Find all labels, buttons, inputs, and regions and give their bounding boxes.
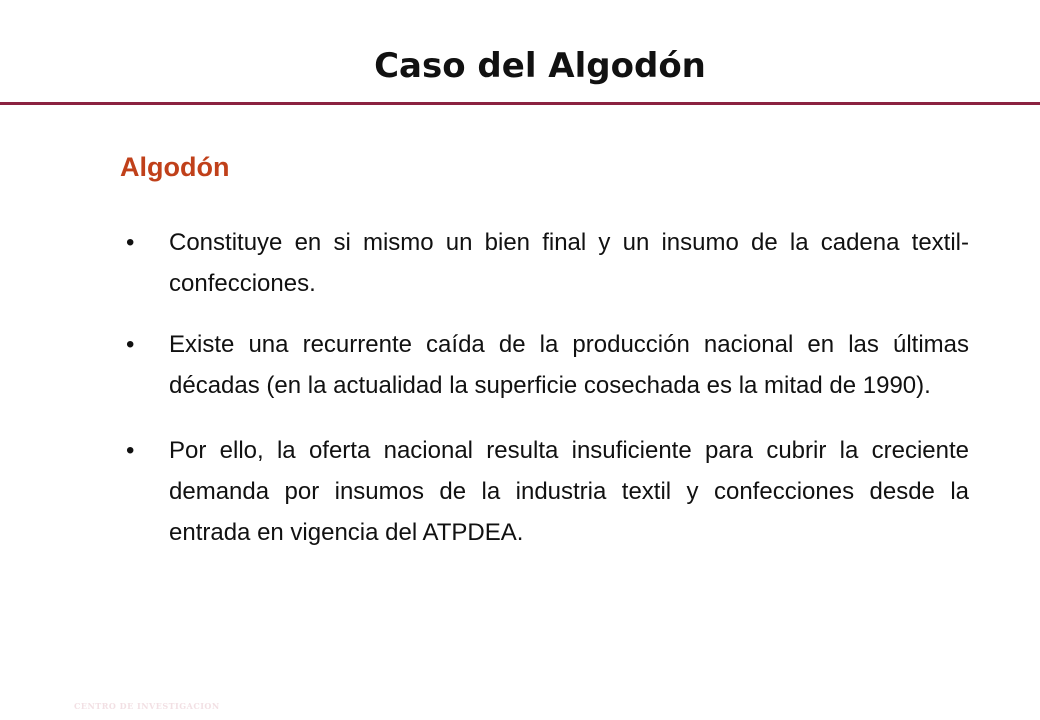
bullet-icon: • [126, 437, 135, 464]
bullet-item [126, 430, 969, 553]
slide-title: Caso del Algodón [374, 46, 706, 86]
bullet-text: Existe una recurrente caída de la producción nacional en las últimas décadas (en la actualidad la superficie cosechada es la mitad de 1990). [169, 331, 969, 399]
title-divider [0, 102, 1040, 105]
bullet-text: Constituye en si mismo un bien final y un insumo de la cadena textil-confecciones. [169, 229, 969, 297]
bullet-item [126, 324, 969, 406]
bullet-text: Por ello, la oferta nacional resulta insuficiente para cubrir la creciente demanda por insumos de la industria textil y confecciones desde la entrada en vigencia del ATPDEA. [169, 437, 969, 546]
bullet-icon: • [126, 229, 135, 256]
footer-watermark: CENTRO DE INVESTIGACION [74, 701, 220, 711]
section-heading: Algodón [120, 152, 230, 182]
bullet-list [126, 222, 969, 573]
bullet-icon: • [126, 331, 135, 358]
bullet-item [126, 222, 969, 304]
